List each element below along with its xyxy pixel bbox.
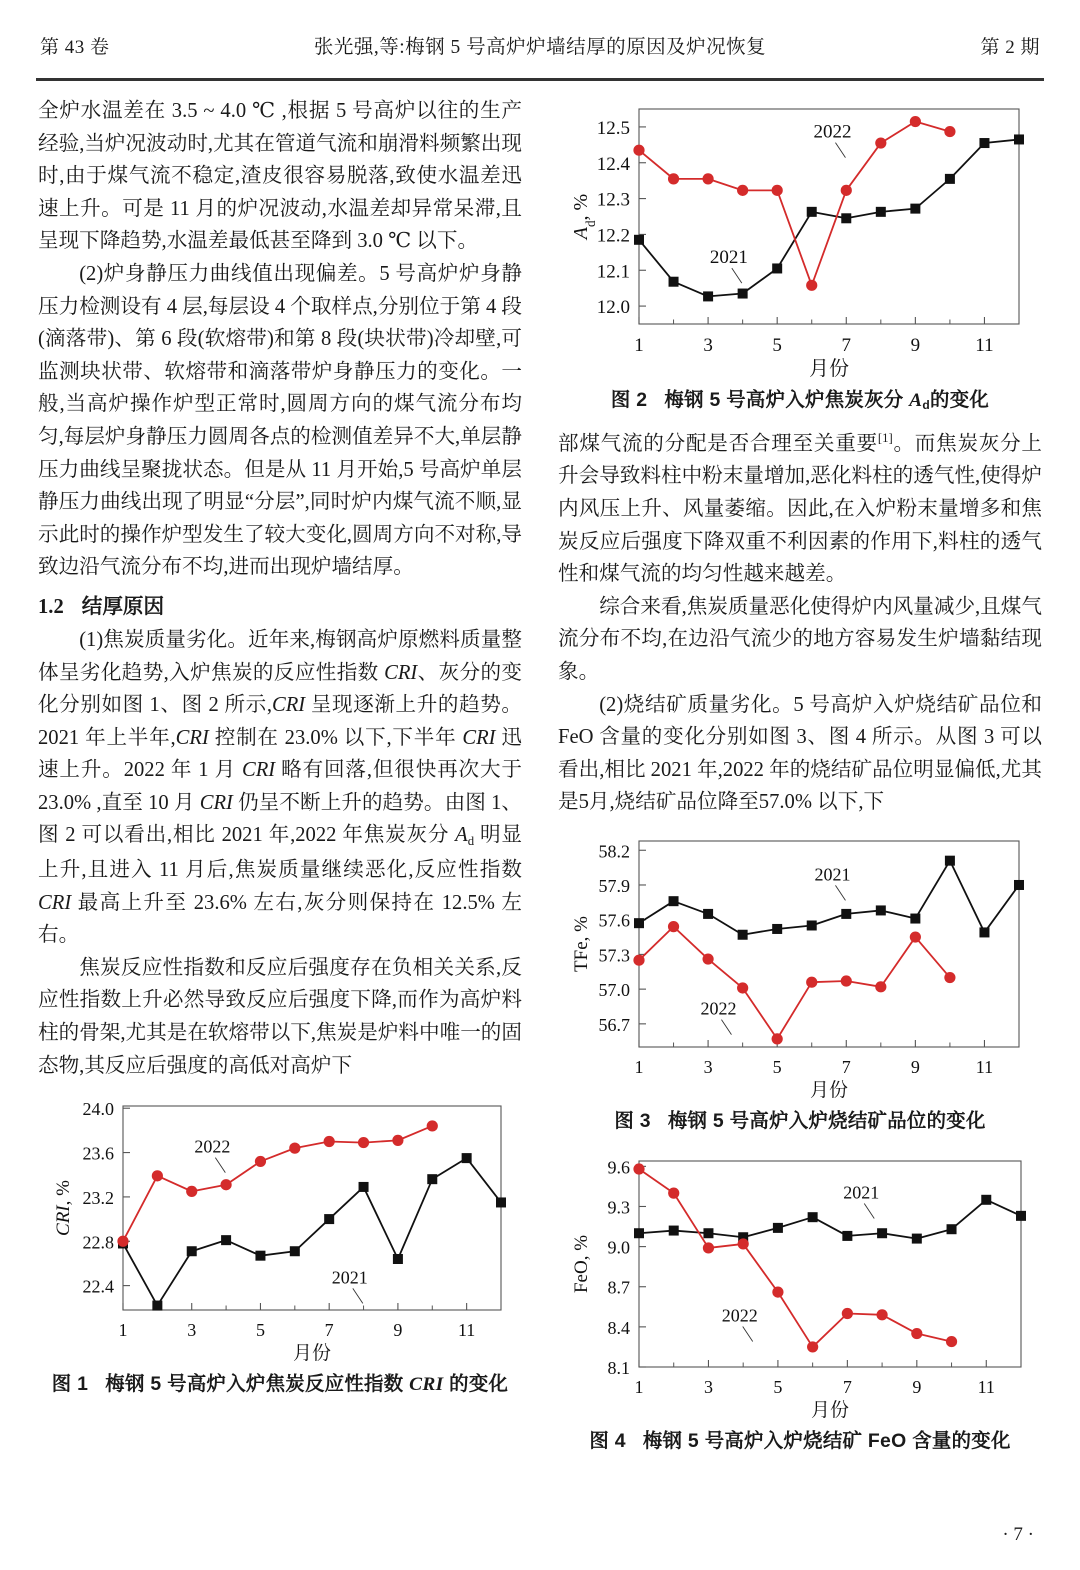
svg-text:12.4: 12.4	[596, 153, 630, 175]
p3-ad-symbol: A	[455, 824, 468, 847]
svg-text:1: 1	[634, 1056, 644, 1077]
p3-d: 控制在 23.0% 以下,下半年	[208, 726, 463, 749]
p3-f: 略有回落,但很快再次大于23.0% ,直至 10 月	[38, 759, 523, 814]
svg-text:22.8: 22.8	[82, 1232, 114, 1253]
svg-text:月份: 月份	[810, 1399, 850, 1421]
figure-2-italic-sub: d	[922, 398, 931, 413]
svg-text:1: 1	[634, 335, 644, 356]
svg-text:8.4: 8.4	[607, 1317, 630, 1338]
figure-2-text-a: 梅钢 5 号高炉入炉焦炭灰分	[664, 389, 910, 411]
svg-text:2022: 2022	[813, 121, 852, 143]
svg-text:12.3: 12.3	[596, 189, 630, 211]
right-column	[558, 95, 1042, 1453]
tfe-line-chart	[565, 829, 1035, 1101]
svg-text:2022: 2022	[194, 1136, 231, 1157]
p3-ad-subscript: d	[467, 834, 475, 849]
svg-text:11: 11	[977, 1376, 995, 1397]
svg-text:23.2: 23.2	[82, 1188, 114, 1209]
svg-text:2022: 2022	[721, 1305, 758, 1326]
paragraph-sinter-quality: (2)烧结矿质量劣化。5 号高炉入炉烧结矿品位和 FeO 含量的变化分别如图 3、图 4 所示。从图 3 可以看出,相比 2021 年,2022 年的烧结矿品位明显偏低,尤其是5月,烧结矿品位降至57.0% 以下,下	[558, 693, 1042, 814]
svg-text:3: 3	[187, 1320, 197, 1341]
svg-text:7: 7	[842, 1376, 852, 1397]
svg-text:Ad, %: $A_d$, %	[570, 193, 598, 240]
figure-4-chart-container	[558, 1149, 1042, 1421]
p3-cri-7: CRI	[38, 891, 72, 914]
paragraph-gas-flow	[558, 422, 1042, 591]
figure-2-text-b: 的变化	[930, 389, 990, 411]
figure-1-label: 图 1	[51, 1373, 89, 1396]
svg-text:5: 5	[773, 1376, 783, 1397]
figure-2	[558, 95, 1042, 412]
feo-line-chart	[565, 1149, 1035, 1421]
svg-text:5: 5	[772, 1056, 782, 1077]
p3-cri-6: CRI	[199, 791, 233, 814]
figure-4-text-a: 梅钢 5 号高炉入炉烧结矿 FeO 含量的变化	[642, 1429, 1011, 1452]
svg-text:3: 3	[703, 1056, 713, 1077]
svg-text:57.3: 57.3	[598, 945, 630, 966]
header-title: 张光强,等:梅钢 5 号高炉炉墙结厚的原因及炉况恢复	[313, 37, 767, 58]
figure-4-label: 图 4	[589, 1429, 626, 1452]
figure-2-label: 图 2	[610, 389, 648, 411]
p3-e: 迅速上升。2022 年 1 月	[38, 726, 523, 782]
svg-text:8.7: 8.7	[607, 1277, 630, 1298]
figure-3-caption	[558, 1105, 1042, 1133]
svg-text:8.1: 8.1	[607, 1357, 630, 1378]
svg-text:9: 9	[910, 335, 921, 356]
svg-text:24.0: 24.0	[82, 1099, 114, 1120]
figure-4	[558, 1149, 1042, 1453]
svg-text:58.2: 58.2	[598, 841, 630, 862]
svg-text:9: 9	[393, 1320, 403, 1341]
svg-text:7: 7	[841, 335, 852, 356]
svg-text:9.6: 9.6	[607, 1157, 630, 1178]
citation-ref-1: [1]	[877, 431, 893, 445]
svg-text:2022: 2022	[700, 998, 737, 1019]
p3-b: 、灰分的变化分别如图 1、图 2 所示,	[38, 661, 522, 717]
figure-4-caption	[558, 1425, 1042, 1453]
svg-text:23.6: 23.6	[82, 1143, 114, 1164]
header-volume: 第 43 卷	[40, 36, 110, 58]
p3-cri-5: CRI	[241, 759, 276, 782]
svg-text:1: 1	[118, 1320, 128, 1341]
p3-c: 呈现逐渐上升的趋势。2021 年上半年,	[38, 694, 522, 749]
svg-text:11: 11	[975, 335, 994, 356]
figure-1-text-b: 的变化	[443, 1373, 509, 1396]
svg-text:57.0: 57.0	[598, 980, 630, 1001]
figure-1-chart-container	[38, 1094, 522, 1364]
paragraph-water-temp: 全炉水温差在 3.5 ~ 4.0 ℃ ,根据 5 号高炉以往的生产经验,当炉况波动时,尤其在管道气流和崩滑料频繁出现时,由于煤气流不稳定,渣皮很容易脱落,致使水温差迅速上升。可是 11 月的炉况波动,水温差却异常呆滞,且呈现下降趋势,水温差最低甚至降到 3.0 ℃ 以下。	[38, 100, 522, 253]
svg-text:57.6: 57.6	[598, 910, 630, 931]
svg-text:CRI, %: CRI, %	[53, 1180, 74, 1237]
figure-1	[38, 1094, 522, 1396]
ash-content-line-chart	[565, 95, 1035, 380]
page-number: · 7 ·	[1002, 1524, 1034, 1545]
svg-text:1: 1	[634, 1376, 644, 1397]
svg-text:TFe, %: TFe, %	[571, 916, 592, 972]
svg-text:9.3: 9.3	[607, 1197, 630, 1218]
svg-text:9: 9	[910, 1056, 920, 1077]
figure-1-caption	[38, 1368, 522, 1396]
svg-text:3: 3	[703, 1376, 713, 1397]
two-column-body	[32, 81, 1048, 1453]
svg-text:3: 3	[703, 335, 713, 356]
paragraph-coke-quality	[38, 624, 522, 952]
left-column	[38, 95, 522, 1453]
svg-text:12.0: 12.0	[596, 297, 630, 319]
svg-text:月份: 月份	[809, 1079, 849, 1101]
svg-text:12.2: 12.2	[596, 225, 630, 247]
p3-cri-3: CRI	[175, 726, 209, 749]
svg-text:FeO, %: FeO, %	[571, 1234, 592, 1294]
figure-2-caption	[558, 384, 1042, 412]
figure-3	[558, 829, 1042, 1133]
svg-text:7: 7	[841, 1056, 851, 1077]
p3-cri-4: CRI	[462, 726, 496, 749]
svg-text:月份: 月份	[292, 1343, 332, 1365]
figure-3-chart-container	[558, 829, 1042, 1101]
figure-3-text-a: 梅钢 5 号高炉入炉烧结矿品位的变化	[667, 1109, 986, 1132]
rp1-a: 部煤气流的分配是否合理至关重要	[558, 432, 878, 455]
svg-text:7: 7	[324, 1320, 334, 1341]
svg-text:9: 9	[912, 1376, 922, 1397]
p3-i: 最高上升至 23.6% 左右,灰分则保持在 12.5% 左右。	[38, 891, 522, 947]
svg-text:11: 11	[975, 1056, 994, 1077]
svg-text:5: 5	[255, 1320, 265, 1341]
rp1-b: 。而焦炭灰分上升会导致料柱中粉末量增加,恶化料柱的透气性,使得炉内风压上升、风量萎缩。因此,在入炉粉末量增多和焦炭反应后强度下降双重不利因素的作用下,料柱的透气性和煤气流的均匀性越来越差。	[558, 432, 1043, 586]
svg-text:12.1: 12.1	[596, 261, 630, 283]
paragraph-coke-reactivity: 焦炭反应性指数和反应后强度存在负相关关系,反应性指数上升必然导致反应后强度下降,而作为高炉料柱的骨架,尤其是在软熔带以下,焦炭是炉料中唯一的固态物,其反应后强度的高低对高炉下	[38, 956, 522, 1077]
p3-cri-2: CRI	[271, 694, 306, 717]
section-title: 结厚原因	[81, 594, 165, 618]
svg-text:月份: 月份	[809, 358, 849, 380]
svg-text:2021: 2021	[709, 247, 748, 269]
section-number: 1.2	[38, 595, 64, 618]
paragraph-static-pressure: (2)炉身静压力曲线值出现偏差。5 号高炉炉身静压力检测设有 4 层,每层设 4 个取样点,分别位于第 4 段(滴落带)、第 6 段(软熔带)和第 8 段(块状带)冷却壁,可监测块状带、软熔带和滴落带炉身静压力的变化。一般,当高炉操作炉型正常时,圆周方向的煤气流分布均匀,每层炉身静压力圆周各点的检测值差异不大,单层静压力曲线呈聚拢状态。但是从 11 月开始,5 号高炉单层静压力曲线出现了明显“分层”,同时炉内煤气流不顺,显示此时的操作炉型发生了较大变化,圆周方向不对称,导致边沿气流分布不均,进而出现炉墙结厚。	[38, 262, 522, 579]
svg-text:2021: 2021	[331, 1267, 368, 1288]
figure-3-label: 图 3	[614, 1109, 651, 1132]
header-issue: 第 2 期	[980, 36, 1040, 58]
svg-text:5: 5	[772, 335, 782, 356]
paragraph-summary: 综合来看,焦炭质量恶化使得炉内风量减少,且煤气流分布不均,在边沿气流少的地方容易发生炉墙黏结现象。	[558, 595, 1042, 684]
section-heading-1-2	[38, 590, 522, 624]
p3-g: 仍呈不断上升的趋势。由图 1、图 2 可以看出,相比 2021 年,2022 年焦炭灰分	[38, 791, 523, 847]
svg-text:2021: 2021	[814, 864, 851, 885]
cri-line-chart	[45, 1094, 515, 1364]
svg-text:56.7: 56.7	[598, 1014, 630, 1035]
svg-text:2021: 2021	[843, 1182, 880, 1203]
svg-text:22.4: 22.4	[82, 1276, 114, 1297]
figure-2-chart-container	[558, 95, 1042, 380]
p3-h: 明显上升,且进入 11 月后,焦炭质量继续恶化,反应性指数	[38, 824, 522, 882]
running-header	[32, 0, 1048, 72]
svg-text:9.0: 9.0	[607, 1237, 630, 1258]
p3-a: (1)焦炭质量劣化。近年来,梅钢高炉原燃料质量整体呈劣化趋势,入炉焦炭的反应性指数	[38, 628, 522, 684]
p3-cri-1: CRI	[384, 661, 418, 684]
svg-text:11: 11	[457, 1320, 476, 1341]
figure-1-italic: CRI	[409, 1374, 444, 1396]
figure-2-italic: A	[909, 390, 923, 411]
figure-1-text-a: 梅钢 5 号高炉入炉焦炭反应性指数	[105, 1373, 410, 1396]
svg-text:12.5: 12.5	[596, 117, 630, 139]
svg-text:57.9: 57.9	[598, 875, 630, 896]
